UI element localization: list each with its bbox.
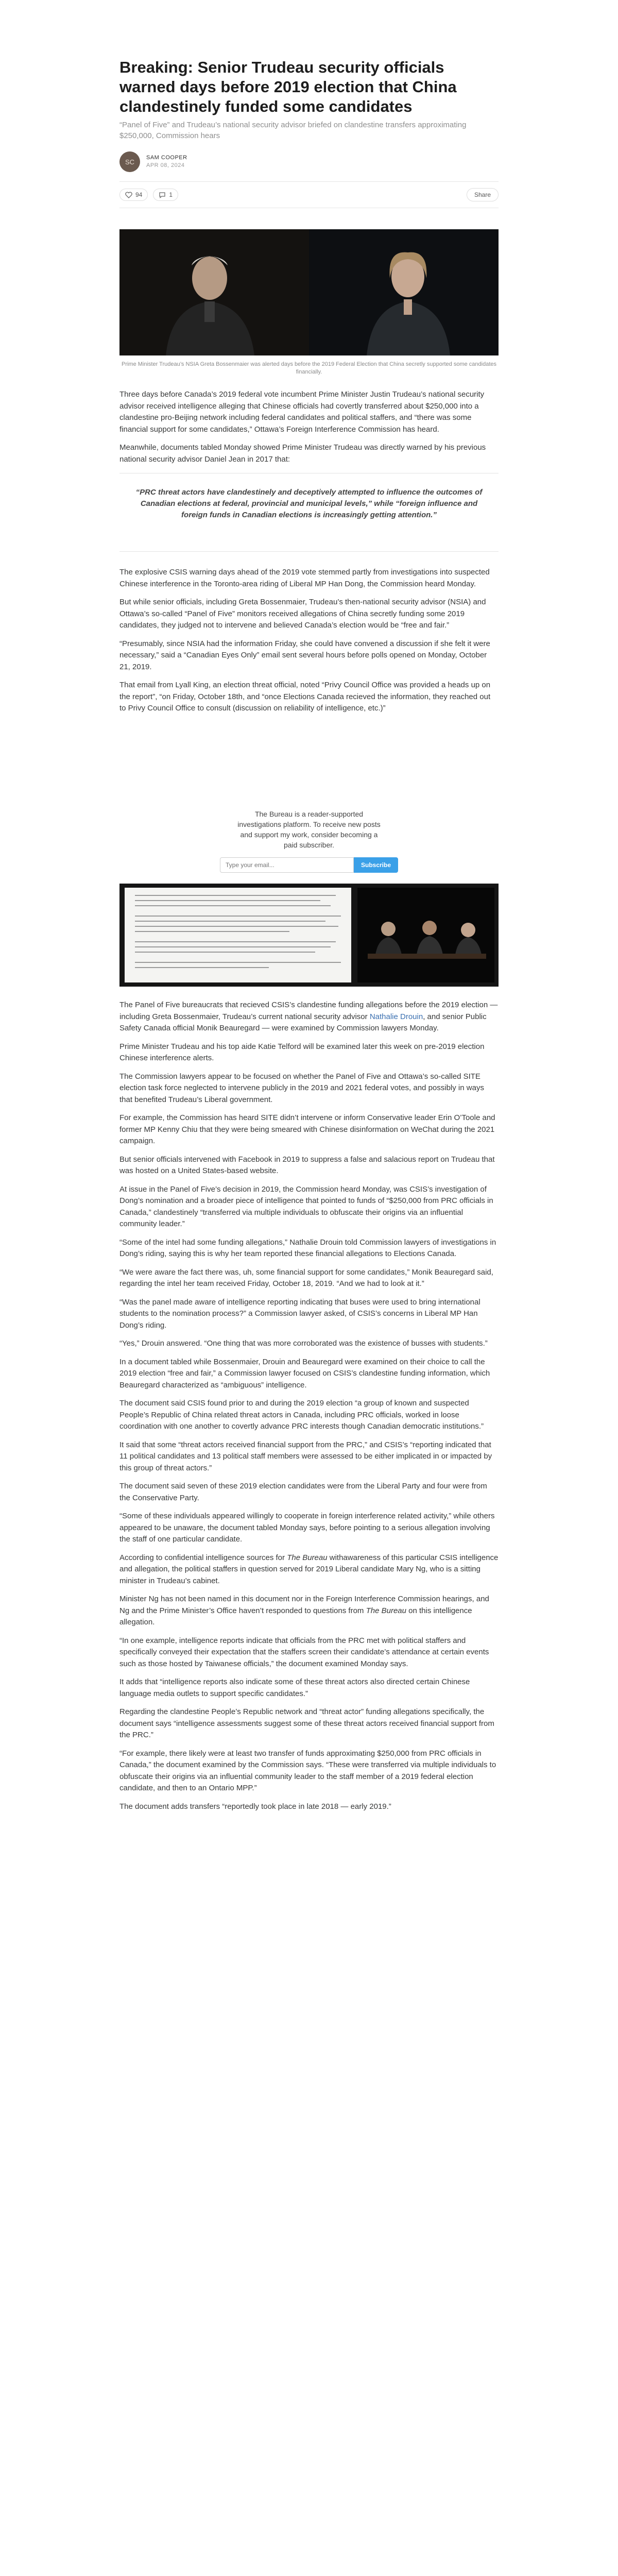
paragraph: “Some of the intel had some funding allegations,” Nathalie Drouin told Commission lawyers of investigations in Dong’s riding, saying this is why her team reported these financial allegations to Elections Canada. [119, 1238, 496, 1258]
paragraph: Prime Minister Trudeau and his top aide Katie Telford will be examined later this week on pre-2019 election Chinese interference alerts. [119, 1042, 485, 1062]
publish-date: APR 08, 2024 [146, 162, 185, 168]
paragraph [119, 1594, 499, 1629]
paragraph: In a document tabled while Bossenmaier, Drouin and Beauregard were examined on their choice to call the 2019 election “free and fair,” a Commission lawyer focused on CSIS’s clandestine funding information, which Beauregard characterized as “ambiguous” intelligence. [119, 1357, 490, 1389]
divider [119, 551, 499, 552]
paragraph: “We were aware the fact there was, uh, some financial support for some candidates,” Monik Beauregard said, regarding the intel her team received Friday, October 18, 2019. “And we had to look at it.” [119, 1267, 493, 1288]
paragraph: That email from Lyall King, an election threat official, noted “Privy Council Office was provided a heads up on the report”, “on Friday, October 18th, and “once Elections Canada recieved the information, they reached out to Privy Council Office to consult (discussion on reliability of intelligence, etc.)” [119, 681, 491, 713]
paragraph-text: on this intelligence allegation. [119, 1606, 472, 1626]
email-input[interactable] [220, 857, 354, 873]
paragraph: The document said seven of these 2019 election candidates were from the Liberal Party and four were from the Conservative Party. [119, 1482, 487, 1502]
share-button[interactable]: Share [467, 188, 499, 201]
body-section-2 [119, 567, 499, 721]
paragraph: But while senior officials, including Greta Bossenmaier, Trudeau’s then-national security advisor (NSIA) and Ottawa’s so-called “Panel of Five” monitors received allegations of China secretly funding some 2019 candidates, they judged not to intervene and believed Canada’s election would be “free and fair.” [119, 598, 486, 630]
paragraph: “For example, there likely were at least two transfer of funds approximating $250,000 from PRC officials in Canada,” the document examined by the Commission says. “These were transferred via multiple individuals to obfuscate their origins via an influential community leader to the staff member of a 2019 federal election candidate, and then to an Ontario MPP.” [119, 1749, 496, 1792]
hero-image [119, 229, 499, 355]
nathalie-drouin-link[interactable]: Nathalie Drouin [369, 1012, 423, 1021]
subscribe-text: The Bureau is a reader-supported investigations platform. To receive new posts and support my work, consider becoming a paid subscriber. [237, 810, 381, 849]
hero-caption: Prime Minister Trudeau’s NSIA Greta Bossenmaier was alerted days before the 2019 Federal Election that China secretly supported some candidates financially. [121, 361, 496, 375]
paragraph: “Yes,” Drouin answered. “One thing that was more corroborated was the existence of busses with students.” [119, 1339, 488, 1348]
article-subtitle: “Panel of Five” and Trudeau’s national security advisor briefed on clandestine transfers approximating $250,000, Commission hears [119, 121, 467, 140]
like-button[interactable] [119, 189, 148, 201]
byline [119, 151, 499, 172]
article-header [119, 58, 499, 208]
paragraph: Meanwhile, documents tabled Monday showed Prime Minister Trudeau was directly warned by his previous national security advisor Daniel Jean in 2017 that: [119, 443, 486, 464]
paragraph: “In one example, intelligence reports indicate that officials from the PRC met with political staffers and specifically conveyed their expectation that the staffers screen their candidate’s attendance at certain events such as those hosted by Taiwanese officials,” the document examined Monday says. [119, 1636, 489, 1668]
paragraph: The explosive CSIS warning days ahead of the 2019 vote stemmed partly from investigations into suspected Chinese interference in the Toronto-area riding of Liberal MP Han Dong, the Commission heard Monday. [119, 568, 490, 588]
avatar-initials: SC [125, 158, 135, 166]
pull-quote: “PRC threat actors have clandestinely and deceptively attempted to influence the outcomes of Canadian elections at federal, provincial and municipal levels,” while “foreign influence and foreign funds in Canadian elections is increasingly getting attention.” [135, 488, 483, 519]
paragraph: For example, the Commission has heard SITE didn’t intervene or inform Conservative leader Erin O’Toole and former MP Kenny Chiu that they were being smeared with Chinese disinformation on WeChat during the 2021 campaign. [119, 1113, 495, 1145]
author-name[interactable]: SAM COOPER [146, 155, 187, 161]
paragraph: The document adds transfers “reportedly took place in late 2018 — early 2019.” [119, 1802, 391, 1811]
subscribe-widget [119, 809, 499, 873]
body-section-1 [119, 389, 499, 472]
body-section-3 [119, 999, 499, 1819]
paragraph-text: , and senior Public Safety Canada official Monik Beauregard — were examined by Commission lawyers Monday. [119, 1012, 487, 1032]
like-count: 94 [135, 191, 143, 198]
paragraph: The document said CSIS found prior to and during the 2019 election “a group of known and suspected People’s Republic of China related threat actors in Canada, including PRC officials, worked in loose coordination with one another to covertly advance PRC interests though Canadian democratic institutions.” [119, 1399, 484, 1431]
comment-button[interactable] [153, 189, 178, 201]
paragraph-text: According to confidential intelligence sources for [119, 1553, 287, 1562]
paragraph: Regarding the clandestine People’s Republic network and “threat actor” funding allegations specifically, the document says “intelligence assessments suggest some of these threat actors received financial support from the PRC.” [119, 1707, 494, 1739]
heart-icon [125, 192, 132, 198]
article-title: Breaking: Senior Trudeau security officials warned days before 2019 election that China clandestinely funded some candidates [119, 58, 457, 115]
paragraph: “Was the panel made aware of intelligence reporting indicating that buses were used to bring international students to the nomination process?” a Commission lawyer asked, of CSIS’s concerns in Liberal MP Han Dong’s riding. [119, 1297, 480, 1330]
paragraph: The Commission lawyers appear to be focused on whether the Panel of Five and Ottawa’s so-called SITE election task force neglected to intervene publicly in the 2019 and 2021 federal votes, and possibly in ways that benefited Trudeau’s Liberal government. [119, 1072, 484, 1104]
paragraph: At issue in the Panel of Five’s decision in 2019, the Commission heard Monday, was CSIS’s investigation of Dong’s nomination and a broader piece of intelligence that pointed to funds of “$250,000 from PRC officials in Canada,” clandestinely “transferred via multiple individuals to obfuscate their origins via an influential community leader.” [119, 1184, 493, 1228]
paragraph [119, 999, 499, 1035]
publication-name: The Bureau [366, 1606, 406, 1615]
subscribe-button[interactable]: Subscribe [354, 857, 398, 873]
paragraph: “Presumably, since NSIA had the information Friday, she could have convened a discussion if she felt it were necessary,” said a “Canadian Eyes Only” email sent several hours before polls opened on Monday, October 21, 2019. [119, 639, 490, 671]
paragraph: “Some of these individuals appeared willingly to cooperate in foreign interference related activity,” while others appeared to be unaware, the document tabled Monday says, before pointing to a serious allegation involving the staff of one particular candidate. [119, 1512, 495, 1544]
paragraph: It adds that “intelligence reports also indicate some of these threat actors also directed certain Chinese language media outlets to support specific candidates.” [119, 1677, 470, 1698]
paragraph: It said that some “threat actors received financial support from the PRC,” and CSIS’s “reporting indicated that 11 political candidates and 13 political staff members were assessed to be either implicated in or impacted by this group of threat actors.” [119, 1440, 492, 1472]
comment-count: 1 [169, 191, 173, 198]
paragraph-text: Minister Ng has not been named in this document nor in the Foreign Interference Commission hearings, and Ng and the Prime Minister’s Office haven’t responded to questions from [119, 1595, 489, 1615]
paragraph-text: withawareness of this particular CSIS intelligence and allegation, the political staffers in question served for 2019 Liberal candidate Mary Ng, who is a sitting minister in Trudeau’s cabinet. [119, 1553, 499, 1585]
avatar[interactable] [119, 151, 140, 172]
paragraph: Three days before Canada’s 2019 federal vote incumbent Prime Minister Justin Trudeau’s national security advisor received intelligence alleging that Chinese officials had covertly transferred about $250,000 into a clandestine pro-Beijing network including federal candidates and political staffers, and “there was some financial support for some candidates,” Ottawa’s Foreign Interference Commission has heard. [119, 390, 485, 434]
comment-icon [159, 192, 166, 198]
paragraph: But senior officials intervened with Facebook in 2019 to suppress a false and salacious report on Trudeau that was hosted on a United States-based website. [119, 1155, 495, 1175]
paragraph-text: The Panel of Five bureaucrats that recieved CSIS’s clandestine funding allegations before the 2019 election — including Greta Bossenmaier, Trudeau’s current national security advisor [119, 1001, 498, 1021]
post-actions [119, 181, 499, 208]
video-panel [357, 888, 494, 982]
document-screenshot-1 [119, 884, 499, 987]
publication-name: The Bureau [287, 1553, 328, 1562]
document-page [125, 888, 351, 982]
paragraph [119, 1552, 499, 1587]
